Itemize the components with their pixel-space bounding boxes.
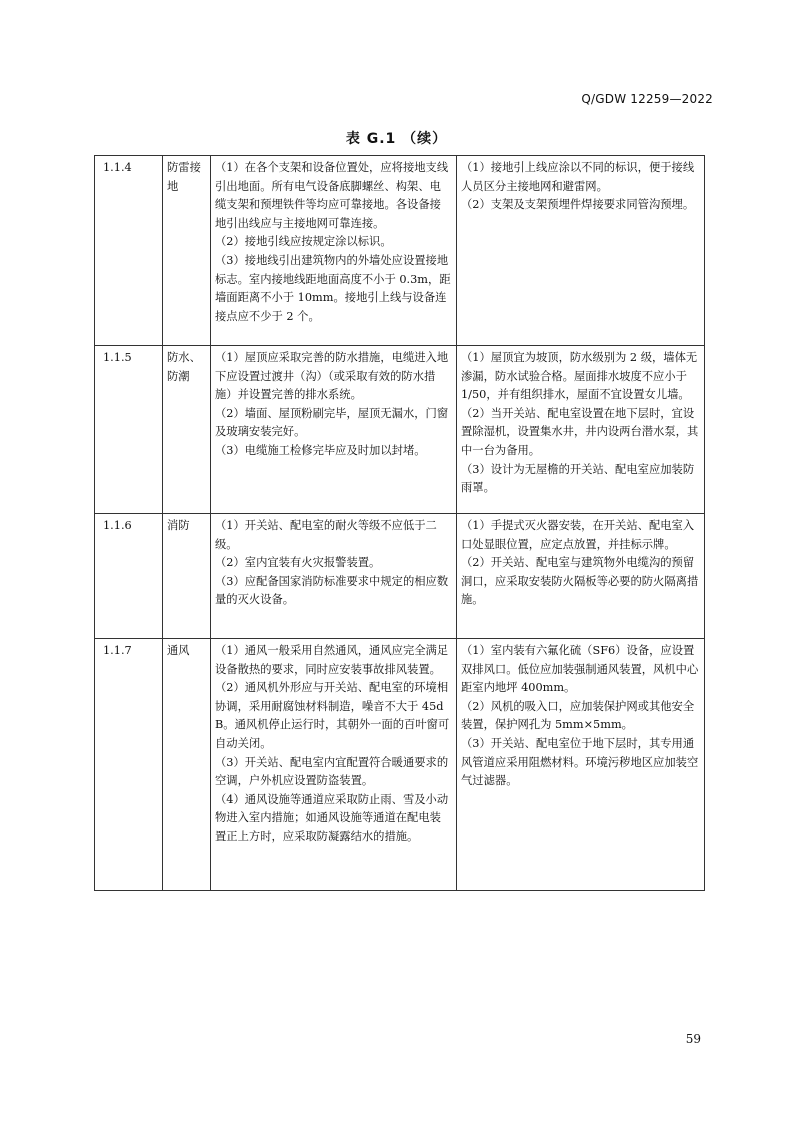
note-text: （1）接地引上线应涂以不同的标识，便于接线人员区分主接地网和避雷网。 xyxy=(461,161,695,193)
note-text: （2）风机的吸入口，应加装保护网或其他安全装置，保护网孔为 5mm×5mm。 xyxy=(461,699,695,732)
requirements-cell xyxy=(211,639,457,891)
requirement-text: （1）在各个支架和设备位置处，应将接地支线引出地面。所有电气设备底脚螺丝、构架、电缆支架和预埋铁件等均应可靠接地。各设备接地引出线应与主接地网可靠连接。 xyxy=(215,161,449,230)
table-title: 表 G.1 （续） xyxy=(345,131,448,147)
note-text: （2）支架及支架预埋件焊接要求同管沟预埋。 xyxy=(461,198,695,212)
requirement-text: （3）应配备国家消防标准要求中规定的相应数量的灭火设备。 xyxy=(215,574,449,607)
item-name: 防雷接地 xyxy=(163,156,211,346)
item-number: 1.1.6 xyxy=(95,514,163,639)
document-code: Q/GDW 12259—2022 xyxy=(581,92,713,106)
requirement-text: （3）开关站、配电室内宜配置符合暖通要求的空调，户外机应设置防盗装置。 xyxy=(215,755,449,788)
table-row xyxy=(95,346,705,514)
requirement-text: （1）屋顶应采取完善的防水措施，电缆进入地下应设置过渡井（沟）（或采取有效的防水措施）并设置完善的排水系统。 xyxy=(215,351,449,402)
requirement-text: （2）通风机外形应与开关站、配电室的环境相协调，采用耐腐蚀材料制造，噪音不大于 45dB。通风机停止运行时，其朝外一面的百叶窗可自动关闭。 xyxy=(215,681,450,750)
requirement-text: （1）通风一般采用自然通风，通风应完全满足设备散热的要求，同时应安装事故排风装置。 xyxy=(215,644,449,676)
notes-cell xyxy=(457,346,705,514)
requirement-text: （3）接地线引出建筑物内的外墙处应设置接地标志。室内接地线距地面高度不小于 0.3m，距墙面距离不小于 10mm。接地引上线与设备连接点应不少于 2 个。 xyxy=(215,253,451,323)
item-name: 消防 xyxy=(163,514,211,639)
page-number: 59 xyxy=(685,1032,701,1046)
note-text: （2）当开关站、配电室设置在地下层时，宜设置除湿机，设置集水井，井内设两台潜水泵，其中一台为备用。 xyxy=(461,406,699,457)
requirement-text: （4）通风设施等通道应采取防止雨、雪及小动物进入室内措施；如通风设施等通道在配电装置正上方时，应采取防凝露结水的措施。 xyxy=(215,792,449,843)
item-name: 防水、防潮 xyxy=(163,346,211,514)
table-row xyxy=(95,156,705,346)
requirement-text: （2）接地引线应按规定涂以标识。 xyxy=(215,235,392,249)
requirements-cell xyxy=(211,514,457,639)
requirements-cell xyxy=(211,346,457,514)
requirement-text: （2）室内宜装有火灾报警装置。 xyxy=(215,556,381,570)
notes-cell xyxy=(457,514,705,639)
note-text: （1）屋顶宜为坡顶，防水级别为 2 级，墙体无渗漏，防水试验合格。屋面排水坡度不应小于 1/50，并有组织排水，屋面不宜设置女儿墙。 xyxy=(461,351,698,402)
item-number: 1.1.4 xyxy=(95,156,163,346)
requirement-text: （1）开关站、配电室的耐火等级不应低于二级。 xyxy=(215,519,437,551)
table-row xyxy=(95,514,705,639)
notes-cell xyxy=(457,639,705,891)
item-number: 1.1.7 xyxy=(95,639,163,891)
note-text: （3）开关站、配电室位于地下层时，其专用通风管道应采用阻燃材料。环境污秽地区应加装空气过滤器。 xyxy=(461,736,699,788)
requirement-text: （2）墙面、屋顶粉刷完毕，屋顶无漏水，门窗及玻璃安装完好。 xyxy=(215,406,449,439)
table-row xyxy=(95,639,705,891)
notes-cell xyxy=(457,156,705,346)
note-text: （1）室内装有六氟化硫（SF6）设备，应设置双排风口。低位应加装强制通风装置，风机中心距室内地坪 400mm。 xyxy=(461,644,699,695)
note-text: （3）设计为无屋檐的开关站、配电室应加装防雨罩。 xyxy=(461,462,695,495)
note-text: （2）开关站、配电室与建筑物外电缆沟的预留洞口，应采取安装防火隔板等必要的防火隔离措施。 xyxy=(461,556,699,607)
spec-table xyxy=(94,155,705,891)
item-number: 1.1.5 xyxy=(95,346,163,514)
requirements-cell xyxy=(211,156,457,346)
item-name: 通风 xyxy=(163,639,211,891)
requirement-text: （3）电缆施工检修完毕应及时加以封堵。 xyxy=(215,443,426,457)
note-text: （1）手提式灭火器安装，在开关站、配电室入口处显眼位置，应定点放置，并挂标示牌。 xyxy=(461,519,695,551)
